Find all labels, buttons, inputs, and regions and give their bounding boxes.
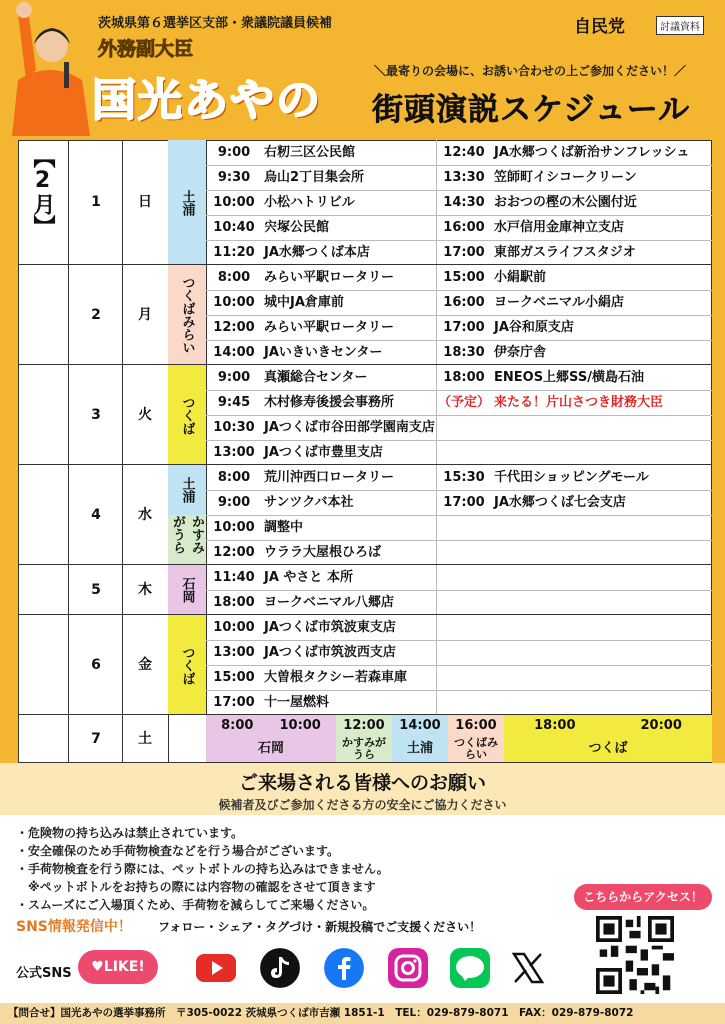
area-label: かすみがうら <box>168 515 206 565</box>
event-place: サンツクバ本社 <box>264 495 354 510</box>
notice-bullet: ・危険物の持ち込みは禁止されています。 <box>16 826 244 840</box>
access-label: こちらからアクセス！ <box>574 884 712 910</box>
event-place: JAつくば市筑波東支店 <box>264 620 396 635</box>
event-time: 12:00 <box>213 320 255 335</box>
candidate-name: 国光あやの <box>92 75 322 126</box>
column-divider <box>68 140 69 763</box>
event-time: 14:30 <box>443 195 485 210</box>
disclaimer-badge: 討議資料 <box>656 16 704 35</box>
footer-contact: 【問合せ】国光あやの選挙事務所 〒305-0022 茨城県つくば市吉瀬 1851-1 TEL：029-879-8071 FAX：029-879-8072 <box>0 1003 725 1024</box>
event-place: 調整中 <box>264 520 304 535</box>
event-place: 大曽根タクシー若森車庫 <box>264 670 408 685</box>
event-time: 18:30 <box>443 345 485 360</box>
event-time: 10:00 <box>213 295 255 310</box>
event-place: 東部ガスライフスタジオ <box>494 245 636 260</box>
sns-message: フォロー・シェア・タグづけ・新規投稿でご支援ください！ <box>158 920 482 934</box>
day-of-week: 火 <box>138 407 152 423</box>
area-label: 土浦 <box>168 140 206 265</box>
event-place: 宍塚公民館 <box>264 220 330 235</box>
event-time: 10:30 <box>213 420 255 435</box>
event-place: JA やさと 本所 <box>264 570 353 585</box>
invite-text: ＼最寄りの会場に、お誘い合わせの上ご参加ください！／ <box>374 64 687 78</box>
event-time: 16:00 <box>443 295 485 310</box>
day-number: 1 <box>91 194 101 210</box>
event-place: 十一屋燃料 <box>264 695 330 710</box>
event-time: 9:45 <box>217 395 251 410</box>
event-time: 9:30 <box>217 170 251 185</box>
event-place: 伊奈庁舎 <box>494 345 547 360</box>
event-place: みらい平駅ロータリー <box>264 270 395 285</box>
event-time: 9:00 <box>217 370 251 385</box>
x-icon[interactable] <box>508 948 548 988</box>
event-time: 18:00 <box>213 595 255 610</box>
area-label: つくば <box>168 365 206 465</box>
column-divider <box>18 140 19 763</box>
event-place: 城中JA倉庫前 <box>264 295 344 310</box>
area-label: つくば <box>168 615 206 715</box>
candidate-pretitle: 茨城県第６選挙区支部・衆議院議員候補 <box>98 16 333 31</box>
event-place: JAつくば市豊里支店 <box>264 445 383 460</box>
qr-code-icon[interactable] <box>596 916 674 994</box>
tiktok-icon[interactable] <box>260 948 300 988</box>
notice-bullet: ・手荷物検査を行う際には、ペットボトルの持ち込みはできません。 <box>16 862 389 876</box>
event-time: 8:00 <box>217 470 251 485</box>
event-time: 17:00 <box>443 495 485 510</box>
event-place: 来たる！片山さつき財務大臣 <box>494 395 664 410</box>
event-time: 9:00 <box>217 145 251 160</box>
notice-bullet: ※ペットボトルをお持ちの際には内容物の確認をさせて頂きます <box>16 880 376 894</box>
event-place: JA水郷つくば新治サンフレッシュ <box>494 145 690 160</box>
saturday-slot <box>448 715 504 763</box>
event-time: 9:00 <box>217 495 251 510</box>
event-place: JA谷和原支店 <box>494 320 574 335</box>
instagram-icon[interactable] <box>388 948 428 988</box>
event-time: 12:00 <box>213 545 255 560</box>
event-time: 8:00 <box>217 270 251 285</box>
event-time: 10:40 <box>213 220 255 235</box>
candidate-photo <box>4 0 96 136</box>
event-place: 烏山2丁目集会所 <box>264 170 365 185</box>
event-time: 16:00 <box>443 220 485 235</box>
saturday-slot <box>206 715 336 763</box>
event-place: みらい平駅ロータリー <box>264 320 395 335</box>
saturday-time: 18:00 20:00 <box>534 718 682 733</box>
event-place: 木村修寿後援会事務所 <box>264 395 395 410</box>
event-place: JAいきいきセンター <box>264 345 383 360</box>
header <box>0 0 725 138</box>
event-time: 10:00 <box>213 620 255 635</box>
event-place: おおつの樫の木公園付近 <box>494 195 637 210</box>
schedule-title: 街頭演説スケジュール <box>372 92 691 128</box>
like-button[interactable]: ♥LIKE! <box>78 950 158 984</box>
event-place: ヨークベニマル八郷店 <box>264 595 395 610</box>
event-place: 右籾三区公民館 <box>264 145 356 160</box>
event-time: 10:00 <box>213 520 255 535</box>
saturday-slot <box>336 715 392 763</box>
day-of-week: 水 <box>138 507 152 523</box>
saturday-time: 14:00 <box>399 718 441 733</box>
event-place: JA水郷つくば七会支店 <box>494 495 626 510</box>
event-time: 13:30 <box>443 170 485 185</box>
column-divider <box>436 465 437 565</box>
event-time: 13:00 <box>213 445 255 460</box>
event-time: 12:40 <box>443 145 485 160</box>
event-place: JAつくば市筑波西支店 <box>264 645 396 660</box>
notice-title: ご来場される皆様へのお願い <box>238 772 486 794</box>
day-of-week: 日 <box>138 194 152 210</box>
notice-subtitle: 候補者及びご参加くださる方の安全にご協力ください <box>218 798 507 812</box>
saturday-area: つくばみらい <box>454 737 498 761</box>
official-sns-label: 公式SNS <box>16 966 72 981</box>
event-place: ENEOS上郷SS/横島石油 <box>494 370 644 385</box>
area-label: つくばみらい <box>168 265 206 365</box>
event-place: 千代田ショッピングモール <box>494 470 649 485</box>
event-place: 真瀬総合センター <box>264 370 368 385</box>
day-number: 2 <box>91 307 101 323</box>
saturday-area: つくば <box>588 741 628 756</box>
event-time: 15:00 <box>213 670 255 685</box>
saturday-slot <box>392 715 448 763</box>
event-time: 17:00 <box>443 320 485 335</box>
area-label: 石岡 <box>168 565 206 615</box>
saturday-time: 8:00 10:00 <box>221 718 321 733</box>
event-place: 小絹駅前 <box>494 270 547 285</box>
event-place: JAつくば市谷田部学園南支店 <box>264 420 435 435</box>
saturday-area: 石岡 <box>257 741 284 756</box>
event-time: 15:30 <box>443 470 485 485</box>
saturday-slot <box>504 715 712 763</box>
notice-bullet: ・安全確保のため手荷物検査などを行う場合がございます。 <box>16 844 340 858</box>
column-divider <box>711 140 712 763</box>
event-time: （予定） <box>437 395 490 410</box>
event-time: 18:00 <box>443 370 485 385</box>
column-divider <box>206 140 207 763</box>
column-divider <box>436 365 437 465</box>
saturday-time: 12:00 <box>343 718 385 733</box>
party-name: 自民党 <box>574 17 625 37</box>
column-divider <box>436 615 437 715</box>
column-divider <box>436 565 437 615</box>
event-time: 13:00 <box>213 645 255 660</box>
saturday-area: かすみがうら <box>342 737 386 761</box>
event-place: ウララ大屋根ひろば <box>264 545 382 560</box>
day-of-week: 土 <box>138 731 152 747</box>
event-place: 笠師町イシコークリーン <box>494 170 637 185</box>
event-time: 11:40 <box>213 570 255 585</box>
column-divider <box>436 265 437 365</box>
notice-bullet: ・スムーズにご入場頂くため、手荷物を減らしてご来場ください。 <box>16 898 375 912</box>
event-time: 17:00 <box>443 245 485 260</box>
schedule-table <box>18 140 712 763</box>
event-time: 14:00 <box>213 345 255 360</box>
day-of-week: 金 <box>138 657 152 673</box>
event-place: JA水郷つくば本店 <box>264 245 370 260</box>
day-number: 3 <box>91 407 101 423</box>
event-place: 水戸信用金庫神立支店 <box>494 220 625 235</box>
event-place: 小松ハトリビル <box>264 195 355 210</box>
day-number: 4 <box>91 507 101 523</box>
candidate-ministry: 外務副大臣 <box>98 38 194 60</box>
event-time: 17:00 <box>213 695 255 710</box>
month-label: 【2月】 <box>30 146 55 237</box>
saturday-time: 16:00 <box>455 718 497 733</box>
event-time: 10:00 <box>213 195 255 210</box>
event-time: 15:00 <box>443 270 485 285</box>
day-number: 6 <box>91 657 101 673</box>
day-of-week: 月 <box>138 307 152 323</box>
youtube-icon[interactable] <box>196 948 236 988</box>
area-label: 土浦 <box>168 465 206 515</box>
line-icon[interactable] <box>450 948 490 988</box>
day-of-week: 木 <box>138 582 152 598</box>
event-time: 11:20 <box>213 245 255 260</box>
saturday-area: 土浦 <box>406 741 433 756</box>
event-place: 荒川沖西口ロータリー <box>264 470 395 485</box>
column-divider <box>436 140 437 265</box>
sns-label: SNS情報発信中！ <box>16 919 132 935</box>
facebook-icon[interactable] <box>324 948 364 988</box>
day-number: 5 <box>91 582 101 598</box>
day-number: 7 <box>91 731 101 747</box>
event-place: ヨークベニマル小絹店 <box>494 295 625 310</box>
